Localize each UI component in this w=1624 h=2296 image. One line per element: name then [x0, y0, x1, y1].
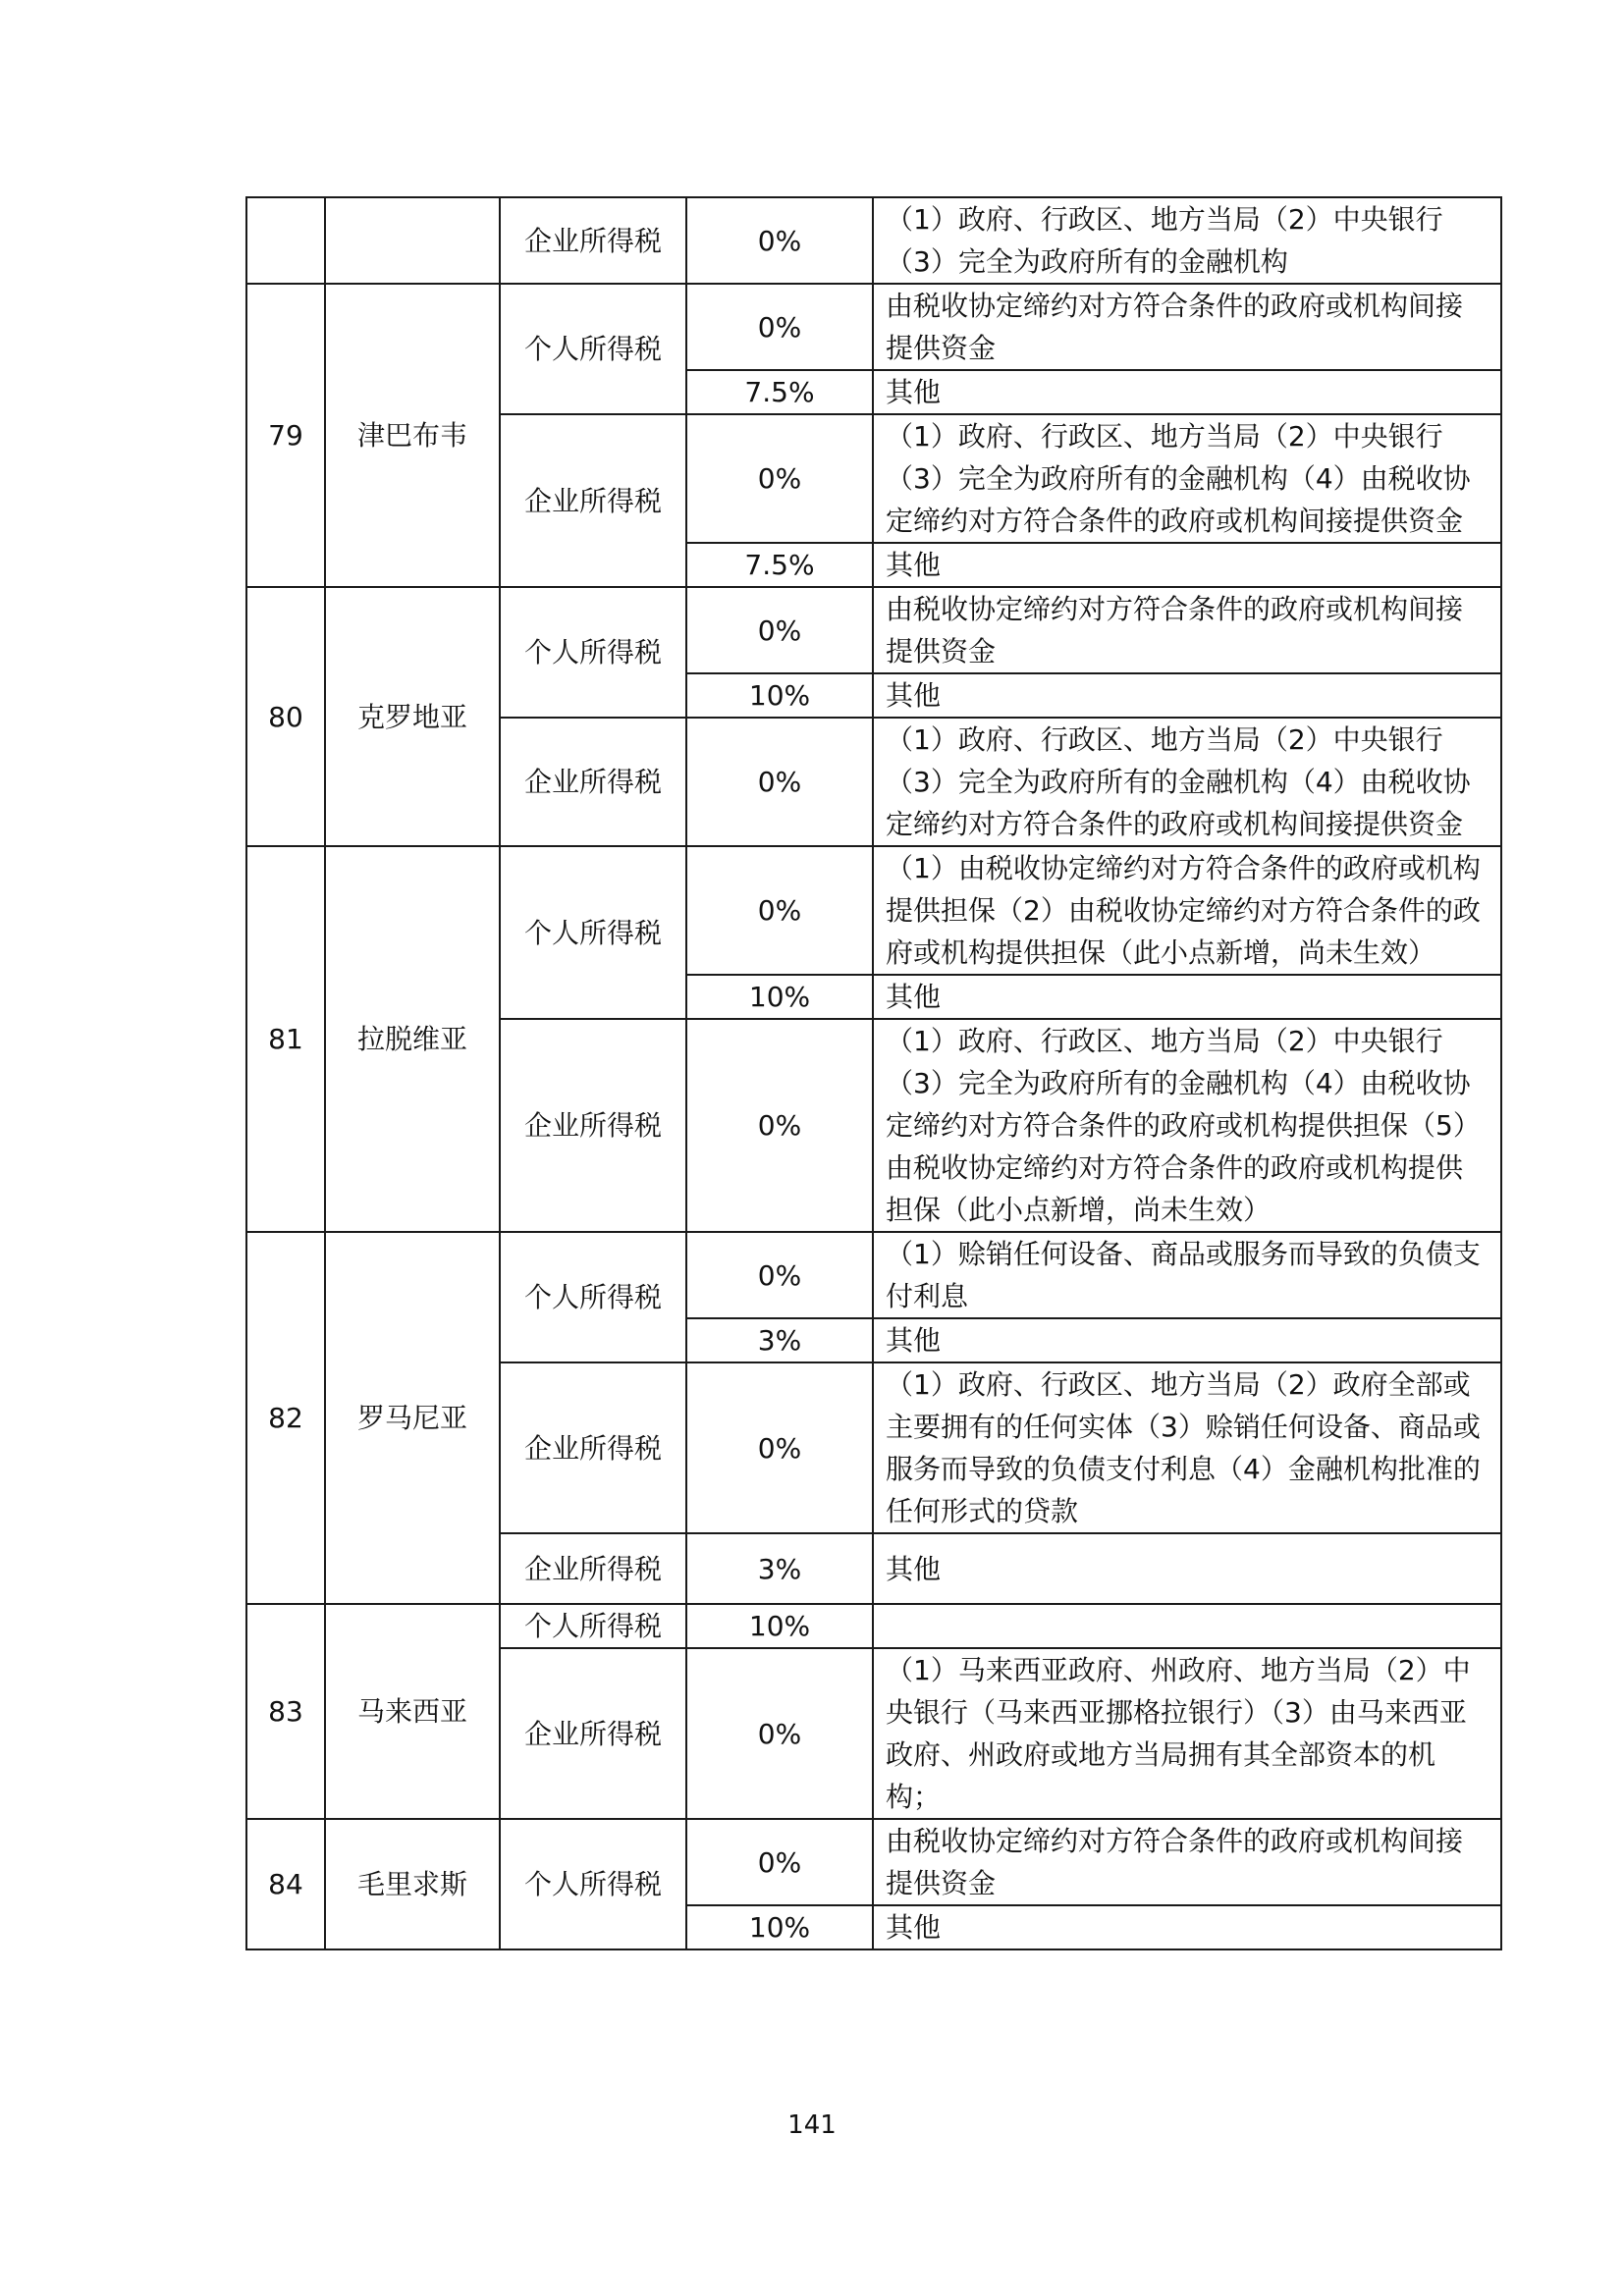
tax-rate-table-body — [246, 197, 1501, 1949]
country-cell: 罗马尼亚 — [325, 1232, 500, 1604]
table-row — [246, 284, 1501, 370]
condition-note-cell: （1）政府、行政区、地方当局（2）中央银行（3）完全为政府所有的金融机构（4）由税收协定缔约对方符合条件的政府或机构提供担保（5）由税收协定缔约对方符合条件的政府或机构提供担保（此小点新增，尚未生效） — [873, 1019, 1501, 1232]
row-number-cell: 82 — [246, 1232, 325, 1604]
tax-type-cell: 企业所得税 — [500, 1648, 686, 1819]
tax-rate-cell: 7.5% — [686, 370, 873, 414]
tax-type-cell: 企业所得税 — [500, 1533, 686, 1604]
condition-note-cell: 由税收协定缔约对方符合条件的政府或机构间接提供资金 — [873, 587, 1501, 673]
tax-rate-table — [245, 196, 1502, 1950]
row-number-cell: 84 — [246, 1819, 325, 1949]
condition-note-cell: （1）政府、行政区、地方当局（2）中央银行（3）完全为政府所有的金融机构（4）由税收协定缔约对方符合条件的政府或机构间接提供资金 — [873, 414, 1501, 543]
country-cell: 拉脱维亚 — [325, 846, 500, 1232]
tax-rate-cell: 10% — [686, 673, 873, 718]
tax-rate-cell: 10% — [686, 975, 873, 1019]
tax-type-cell: 企业所得税 — [500, 414, 686, 587]
tax-rate-cell: 7.5% — [686, 543, 873, 587]
tax-rate-cell: 0% — [686, 1648, 873, 1819]
condition-note-cell — [873, 1604, 1501, 1648]
row-number-cell — [246, 197, 325, 284]
tax-rate-cell: 0% — [686, 1819, 873, 1905]
tax-rate-cell: 0% — [686, 587, 873, 673]
tax-rate-cell: 0% — [686, 718, 873, 846]
table-row — [246, 846, 1501, 975]
tax-rate-cell: 10% — [686, 1905, 873, 1949]
country-cell: 克罗地亚 — [325, 587, 500, 846]
condition-note-cell: （1）由税收协定缔约对方符合条件的政府或机构提供担保（2）由税收协定缔约对方符合条件的政府或机构提供担保（此小点新增，尚未生效） — [873, 846, 1501, 975]
condition-note-cell: （1）政府、行政区、地方当局（2）中央银行（3）完全为政府所有的金融机构（4）由税收协定缔约对方符合条件的政府或机构间接提供资金 — [873, 718, 1501, 846]
condition-note-cell: （1）马来西亚政府、州政府、地方当局（2）中央银行（马来西亚挪格拉银行）（3）由马来西亚政府、州政府或地方当局拥有其全部资本的机构； — [873, 1648, 1501, 1819]
condition-note-cell: 其他 — [873, 370, 1501, 414]
tax-rate-cell: 0% — [686, 1019, 873, 1232]
table-row — [246, 1604, 1501, 1648]
condition-note-cell: （1）政府、行政区、地方当局（2）政府全部或主要拥有的任何实体（3）赊销任何设备、商品或服务而导致的负债支付利息（4）金融机构批准的任何形式的贷款 — [873, 1362, 1501, 1533]
country-cell: 毛里求斯 — [325, 1819, 500, 1949]
condition-note-cell: 其他 — [873, 1318, 1501, 1362]
row-number-cell: 79 — [246, 284, 325, 587]
table-row — [246, 1819, 1501, 1905]
table-row — [246, 587, 1501, 673]
condition-note-cell: 其他 — [873, 543, 1501, 587]
country-cell: 津巴布韦 — [325, 284, 500, 587]
tax-type-cell: 企业所得税 — [500, 1362, 686, 1533]
tax-type-cell: 个人所得税 — [500, 846, 686, 1019]
tax-type-cell: 个人所得税 — [500, 1604, 686, 1648]
table-row — [246, 197, 1501, 284]
condition-note-cell: （1）政府、行政区、地方当局（2）中央银行（3）完全为政府所有的金融机构 — [873, 197, 1501, 284]
tax-rate-cell: 0% — [686, 197, 873, 284]
condition-note-cell: 其他 — [873, 975, 1501, 1019]
tax-type-cell: 个人所得税 — [500, 1232, 686, 1362]
condition-note-cell: 由税收协定缔约对方符合条件的政府或机构间接提供资金 — [873, 284, 1501, 370]
condition-note-cell: （1）赊销任何设备、商品或服务而导致的负债支付利息 — [873, 1232, 1501, 1318]
row-number-cell: 80 — [246, 587, 325, 846]
table-row — [246, 1232, 1501, 1318]
tax-rate-cell: 3% — [686, 1318, 873, 1362]
row-number-cell: 81 — [246, 846, 325, 1232]
tax-rate-cell: 0% — [686, 284, 873, 370]
tax-rate-cell: 0% — [686, 1232, 873, 1318]
tax-type-cell: 个人所得税 — [500, 284, 686, 414]
tax-type-cell: 企业所得税 — [500, 1019, 686, 1232]
tax-rate-cell: 0% — [686, 846, 873, 975]
tax-type-cell: 个人所得税 — [500, 587, 686, 718]
tax-rate-cell: 3% — [686, 1533, 873, 1604]
condition-note-cell: 其他 — [873, 1905, 1501, 1949]
tax-type-cell: 企业所得税 — [500, 718, 686, 846]
tax-rate-cell: 0% — [686, 414, 873, 543]
condition-note-cell: 其他 — [873, 673, 1501, 718]
row-number-cell: 83 — [246, 1604, 325, 1819]
tax-rate-cell: 0% — [686, 1362, 873, 1533]
country-cell: 马来西亚 — [325, 1604, 500, 1819]
condition-note-cell: 由税收协定缔约对方符合条件的政府或机构间接提供资金 — [873, 1819, 1501, 1905]
country-cell — [325, 197, 500, 284]
tax-rate-cell: 10% — [686, 1604, 873, 1648]
tax-type-cell: 企业所得税 — [500, 197, 686, 284]
page-number: 141 — [787, 2110, 837, 2140]
condition-note-cell: 其他 — [873, 1533, 1501, 1604]
tax-type-cell: 个人所得税 — [500, 1819, 686, 1949]
